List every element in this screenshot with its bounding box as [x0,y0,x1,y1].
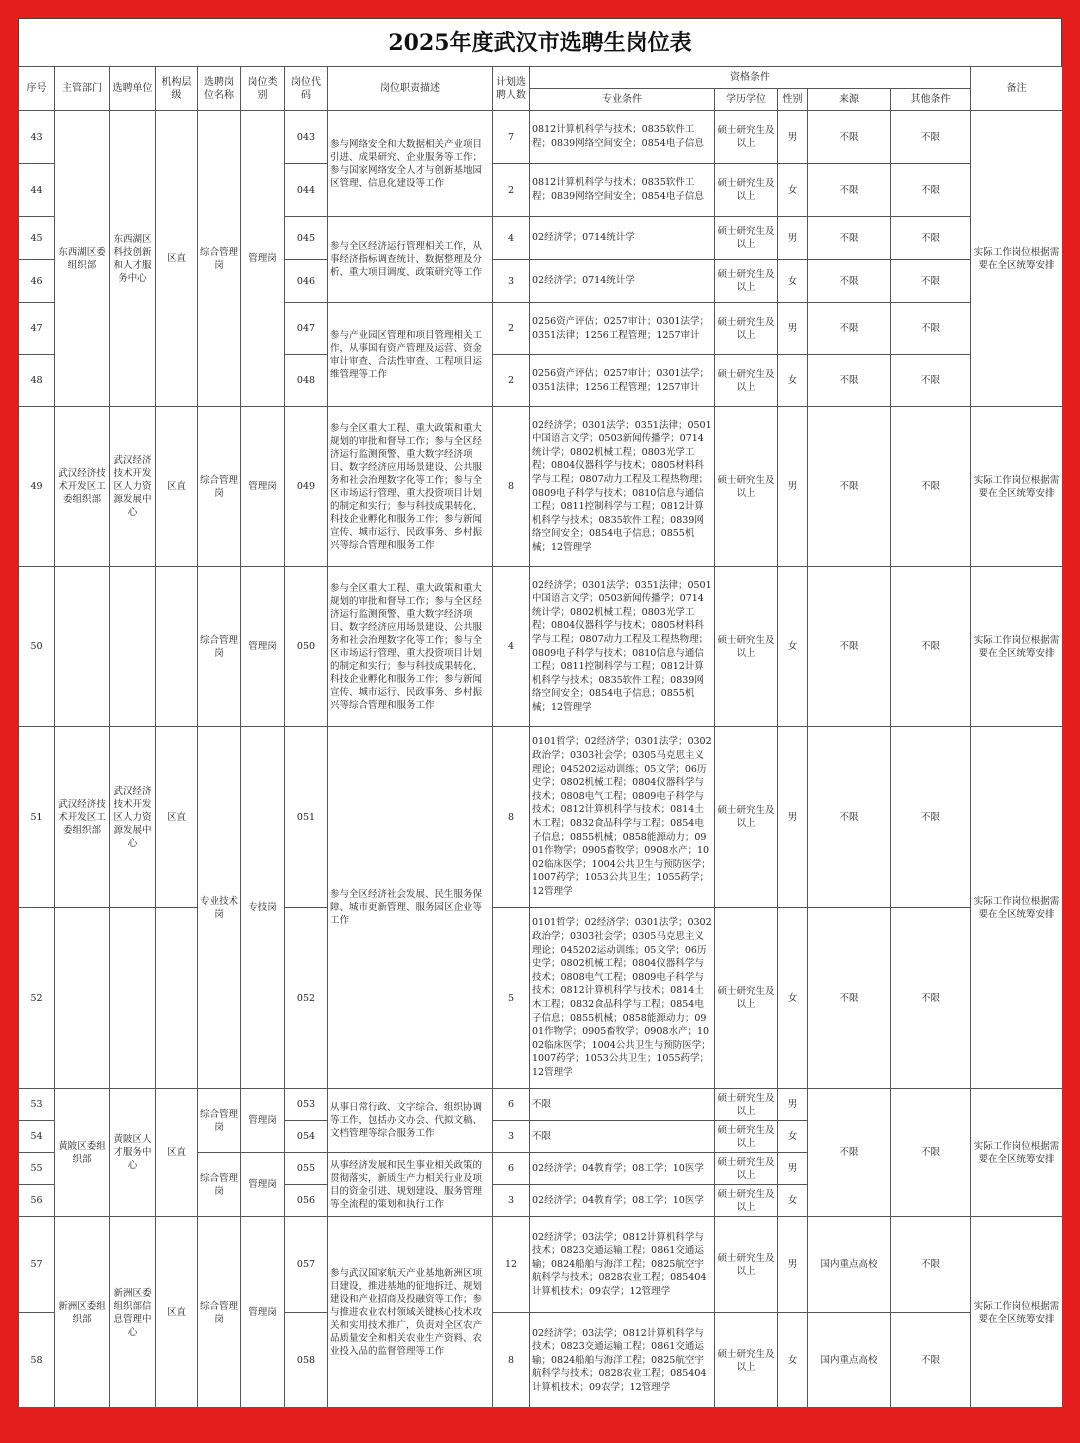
major-cell: 0101哲学；02经济学；0301法学；0302政治学；0303社会学；0305马克思主义理论；045202运动训练；05文学；06历史学；0802机械工程；0804仪器科学与技术；0808电气工程；0809电子科学与技术；0812计算机科学与技术；0814土木工程；0832食品科学与工程；0854电子信息；0855机械；0858能源动力；0901作物学；0905畜牧学；0908水产；1002临床医学；1004公共卫生与预防医学；1007药学；1053公共卫生；1055药学；12管理学 [530,908,715,1089]
gender-cell: 女 [778,1313,808,1408]
major-cell: 02经济学；0714统计学 [530,217,715,260]
other-cell: 不限 [891,111,971,164]
post-type-cell: 管理岗 [241,567,285,727]
other-cell: 不限 [891,1217,971,1313]
table-row [19,908,1063,1089]
seq-cell: 51 [19,727,55,908]
seq-cell: 58 [19,1313,55,1408]
post-name-cell: 综合管理岗 [198,111,241,407]
duty-cell: 参与网络安全和大数据相关产业项目引进、成果研究、企业服务等工作；参与国家网络安全人才与创新基地园区管理、信息化建设等工作 [328,111,493,217]
count-cell: 6 [493,1153,530,1185]
count-cell: 2 [493,164,530,217]
table-row [19,567,1063,727]
unit-cell: 东西湖区科技创新和人才服务中心 [110,111,156,407]
dept-cell: 黄陂区委组织部 [55,1089,110,1217]
source-cell: 国内重点高校 [808,1217,891,1313]
other-cell: 不限 [891,355,971,407]
post-type-cell: 管理岗 [241,1089,285,1153]
header-source: 来源 [808,89,891,111]
dept-cell: 武汉经济技术开发区工委组织部 [55,727,110,908]
duty-cell: 参与全区经济社会发展、民生服务保障、城市更新管理、服务园区企业等工作 [328,727,493,1089]
other-cell: 不限 [891,567,971,727]
count-cell: 3 [493,260,530,303]
unit-cell: 黄陂区人才服务中心 [110,1089,156,1217]
source-cell: 不限 [808,260,891,303]
unit-cell [110,908,156,1089]
gender-cell: 男 [778,407,808,567]
major-cell: 02经济学；03法学；0812计算机科学与技术；0823交通运输工程；0861交通运输；0824船舶与海洋工程；0825航空宇航科学与技术；0828农业工程；085404计算机技术；09农学；12管理学 [530,1217,715,1313]
note-cell: 实际工作岗位根据需要在全区统筹安排 [971,111,1063,407]
post-name-cell: 专业技术岗 [198,727,241,1089]
count-cell: 4 [493,217,530,260]
other-cell: 不限 [891,908,971,1089]
gender-cell: 女 [778,1121,808,1153]
unit-cell: 武汉经济技术开发区人力资源发展中心 [110,407,156,567]
post-type-cell: 专技岗 [241,727,285,1089]
post-name-cell: 综合管理岗 [198,1089,241,1153]
degree-cell: 硕士研究生及以上 [715,567,778,727]
gender-cell: 女 [778,908,808,1089]
seq-cell: 47 [19,303,55,355]
degree-cell: 硕士研究生及以上 [715,908,778,1089]
gender-cell: 男 [778,217,808,260]
other-cell: 不限 [891,407,971,567]
gender-cell: 女 [778,164,808,217]
count-cell: 8 [493,407,530,567]
header-post-type: 岗位类别 [241,67,285,111]
seq-cell: 54 [19,1121,55,1153]
major-cell: 02经济学；0301法学；0351法律；0501中国语言文学；0503新闻传播学；0714统计学；0802机械工程；0803光学工程；0804仪器科学与技术；0805材料科学与工程；0807动力工程及工程热物理；0809电子科学与技术；0810信息与通信工程；0811控制科学与工程；0812计算机科学与技术；0835软件工程；0839网络空间安全；0854电子信息；0855机械；12管理学 [530,407,715,567]
count-cell: 12 [493,1217,530,1313]
post-name-cell: 综合管理岗 [198,407,241,567]
duty-cell: 参与全区重大工程、重大政策和重大规划的审批和督导工作；参与全区经济运行监测预警、重大数字经济项目、数字经济应用场景建设、公共服务和社会治理数字化等工作；参与全区市场运行管理、重大投资项目计划的制定和实行；参与科技成果转化、科技企业孵化和服务工作；参与新闻宣传、城市运行、民政事务、乡村振兴等综合管理和服务工作 [328,407,493,567]
header-count: 计划选聘人数 [493,67,530,111]
gender-cell: 女 [778,567,808,727]
post-type-cell: 管理岗 [241,111,285,407]
source-cell: 不限 [808,164,891,217]
code-cell: 047 [285,303,328,355]
code-cell: 045 [285,217,328,260]
note-cell: 实际工作岗位根据需要在全区统筹安排 [971,567,1063,727]
count-cell: 7 [493,111,530,164]
code-cell: 056 [285,1185,328,1217]
degree-cell: 硕士研究生及以上 [715,1313,778,1408]
source-cell: 国内重点高校 [808,1313,891,1408]
header-duty: 岗位职责描述 [328,67,493,111]
header-degree: 学历学位 [715,89,778,111]
post-type-cell: 管理岗 [241,1153,285,1217]
duty-cell: 参与武汉国家航天产业基地新洲区项目建设，推进基地的征地拆迁、规划建设和产业招商及投融资等工作；参与推进农业农村领域关键核心技术攻关和实用技术推广，负责对全区农产品质量安全和相关农业生产资料、农业投入品的监督管理等工作 [328,1217,493,1408]
gender-cell: 男 [778,727,808,908]
other-cell: 不限 [891,303,971,355]
degree-cell: 硕士研究生及以上 [715,1121,778,1153]
seq-cell: 44 [19,164,55,217]
seq-cell: 56 [19,1185,55,1217]
header-dept: 主管部门 [55,67,110,111]
count-cell: 2 [493,303,530,355]
count-cell: 6 [493,1089,530,1121]
other-cell: 不限 [891,727,971,908]
duty-cell: 从事日常行政、文字综合、组织协调等工作，包括办文办会、代拟文稿、文档管理等综合服务工作 [328,1089,493,1153]
header-level: 机构层级 [156,67,198,111]
degree-cell: 硕士研究生及以上 [715,1089,778,1121]
gender-cell: 男 [778,111,808,164]
degree-cell: 硕士研究生及以上 [715,217,778,260]
seq-cell: 55 [19,1153,55,1185]
level-cell [156,908,198,1089]
gender-cell: 女 [778,355,808,407]
duty-cell: 参与产业园区管理和项目管理相关工作，从事国有资产管理及运营、资金审计审查、合法性审查、工程项目运维管理等工作 [328,303,493,407]
code-cell: 050 [285,567,328,727]
header-gender: 性别 [778,89,808,111]
header-other: 其他条件 [891,89,971,111]
source-cell: 不限 [808,217,891,260]
major-cell: 0256资产评估；0257审计；0301法学；0351法律；1256工程管理；1257审计 [530,355,715,407]
header-major: 专业条件 [530,89,715,111]
post-type-cell: 管理岗 [241,407,285,567]
header-post-name: 选聘岗位名称 [198,67,241,111]
post-type-cell: 管理岗 [241,1217,285,1408]
note-cell: 实际工作岗位根据需要在全区统筹安排 [971,1089,1063,1217]
level-cell: 区直 [156,727,198,908]
seq-cell: 50 [19,567,55,727]
source-cell: 不限 [808,908,891,1089]
gender-cell: 男 [778,1217,808,1313]
degree-cell: 硕士研究生及以上 [715,111,778,164]
major-cell: 02经济学；0301法学；0351法律；0501中国语言文学；0503新闻传播学；0714统计学；0802机械工程；0803光学工程；0804仪器科学与技术；0805材料科学与工程；0807动力工程及工程热物理；0809电子科学与技术；0810信息与通信工程；0811控制科学与工程；0812计算机科学与技术；0835软件工程；0839网络空间安全；0854电子信息；0855机械；12管理学 [530,567,715,727]
major-cell: 不限 [530,1089,715,1121]
code-cell: 043 [285,111,328,164]
code-cell: 057 [285,1217,328,1313]
degree-cell: 硕士研究生及以上 [715,1185,778,1217]
code-cell: 054 [285,1121,328,1153]
count-cell: 2 [493,355,530,407]
job-table-sheet [18,18,1062,1407]
header-qualifications: 资格条件 [530,67,971,89]
gender-cell: 男 [778,303,808,355]
gender-cell: 男 [778,1089,808,1121]
major-cell: 0812计算机科学与技术；0835软件工程；0839网络空间安全；0854电子信息 [530,111,715,164]
unit-cell: 新洲区委组织部信息管理中心 [110,1217,156,1408]
dept-cell [55,567,110,727]
degree-cell: 硕士研究生及以上 [715,1153,778,1185]
unit-cell [110,567,156,727]
header-unit: 选聘单位 [110,67,156,111]
source-cell: 不限 [808,355,891,407]
duty-cell: 参与全区重大工程、重大政策和重大规划的审批和督导工作；参与全区经济运行监测预警、重大数字经济项目、数字经济应用场景建设、公共服务和社会治理数字化等工作；参与全区市场运行管理、重大投资项目计划的制定和实行；参与科技成果转化、科技企业孵化和服务工作；参与新闻宣传、城市运行、民政事务、乡村振兴等综合管理和服务工作 [328,567,493,727]
seq-cell: 48 [19,355,55,407]
code-cell: 055 [285,1153,328,1185]
gender-cell: 男 [778,1153,808,1185]
other-cell: 不限 [891,217,971,260]
note-cell: 实际工作岗位根据需要在全区统筹安排 [971,1217,1063,1408]
code-cell: 044 [285,164,328,217]
count-cell: 8 [493,1313,530,1408]
code-cell: 049 [285,407,328,567]
level-cell: 区直 [156,1089,198,1217]
note-cell: 实际工作岗位根据需要在全区统筹安排 [971,727,1063,1089]
seq-cell: 46 [19,260,55,303]
count-cell: 3 [493,1185,530,1217]
code-cell: 052 [285,908,328,1089]
table-row [19,727,1063,908]
seq-cell: 49 [19,407,55,567]
code-cell: 046 [285,260,328,303]
degree-cell: 硕士研究生及以上 [715,407,778,567]
table-row [19,1089,1063,1121]
seq-cell: 43 [19,111,55,164]
header-seq: 序号 [19,67,55,111]
degree-cell: 硕士研究生及以上 [715,355,778,407]
major-cell: 不限 [530,1121,715,1153]
dept-cell [55,908,110,1089]
post-name-cell: 综合管理岗 [198,1153,241,1217]
duty-cell: 参与全区经济运行管理相关工作，从事经济指标调查统计、数据整理及分析、重大项目调度、政策研究等工作 [328,217,493,303]
source-cell: 不限 [808,303,891,355]
code-cell: 051 [285,727,328,908]
duty-cell: 从事经济发展和民生事业相关政策的贯彻落实，新质生产力相关行业及项目的资金引进、规划建设、服务管理等全流程的策划和执行工作 [328,1153,493,1217]
unit-cell: 武汉经济技术开发区人力资源发展中心 [110,727,156,908]
source-cell: 不限 [808,727,891,908]
major-cell: 0256资产评估；0257审计；0301法学；0351法律；1256工程管理；1257审计 [530,303,715,355]
seq-cell: 57 [19,1217,55,1313]
level-cell [156,567,198,727]
gender-cell: 女 [778,1185,808,1217]
major-cell: 02经济学；04教育学；08工学；10医学 [530,1185,715,1217]
major-cell: 02经济学；03法学；0812计算机科学与技术；0823交通运输工程；0861交通运输；0824船舶与海洋工程；0825航空宇航科学与技术；0828农业工程；085404计算机技术；09农学；12管理学 [530,1313,715,1408]
count-cell: 3 [493,1121,530,1153]
code-cell: 048 [285,355,328,407]
table-row [19,407,1063,567]
table-row [19,111,1063,164]
degree-cell: 硕士研究生及以上 [715,164,778,217]
job-table [18,66,1062,1407]
table-row [19,1217,1063,1313]
degree-cell: 硕士研究生及以上 [715,303,778,355]
dept-cell: 新洲区委组织部 [55,1217,110,1408]
dept-cell: 武汉经济技术开发区工委组织部 [55,407,110,567]
count-cell: 4 [493,567,530,727]
seq-cell: 45 [19,217,55,260]
dept-cell: 东西湖区委组织部 [55,111,110,407]
seq-cell: 52 [19,908,55,1089]
source-cell: 不限 [808,1089,891,1217]
header-note: 备注 [971,67,1063,111]
code-cell: 058 [285,1313,328,1408]
degree-cell: 硕士研究生及以上 [715,727,778,908]
gender-cell: 女 [778,260,808,303]
level-cell: 区直 [156,111,198,407]
other-cell: 不限 [891,164,971,217]
other-cell: 不限 [891,1313,971,1408]
seq-cell: 53 [19,1089,55,1121]
major-cell: 0101哲学；02经济学；0301法学；0302政治学；0303社会学；0305马克思主义理论；045202运动训练；05文学；06历史学；0802机械工程；0804仪器科学与技术；0808电气工程；0809电子科学与技术；0812计算机科学与技术；0814土木工程；0832食品科学与工程；0854电子信息；0855机械；0858能源动力；0901作物学；0905畜牧学；0908水产；1002临床医学；1004公共卫生与预防医学；1007药学；1053公共卫生；1055药学；12管理学 [530,727,715,908]
degree-cell: 硕士研究生及以上 [715,260,778,303]
other-cell: 不限 [891,260,971,303]
count-cell: 5 [493,908,530,1089]
note-cell: 实际工作岗位根据需要在全区统筹安排 [971,407,1063,567]
code-cell: 053 [285,1089,328,1121]
source-cell: 不限 [808,567,891,727]
page-title: 2025年度武汉市选聘生岗位表 [18,18,1062,66]
source-cell: 不限 [808,111,891,164]
count-cell: 8 [493,727,530,908]
post-name-cell: 综合管理岗 [198,567,241,727]
level-cell: 区直 [156,407,198,567]
major-cell: 0812计算机科学与技术；0835软件工程；0839网络空间安全；0854电子信息 [530,164,715,217]
source-cell: 不限 [808,407,891,567]
degree-cell: 硕士研究生及以上 [715,1217,778,1313]
header-code: 岗位代码 [285,67,328,111]
major-cell: 02经济学；0714统计学 [530,260,715,303]
other-cell: 不限 [891,1089,971,1217]
post-name-cell: 综合管理岗 [198,1217,241,1408]
major-cell: 02经济学；04教育学；08工学；10医学 [530,1153,715,1185]
level-cell: 区直 [156,1217,198,1408]
